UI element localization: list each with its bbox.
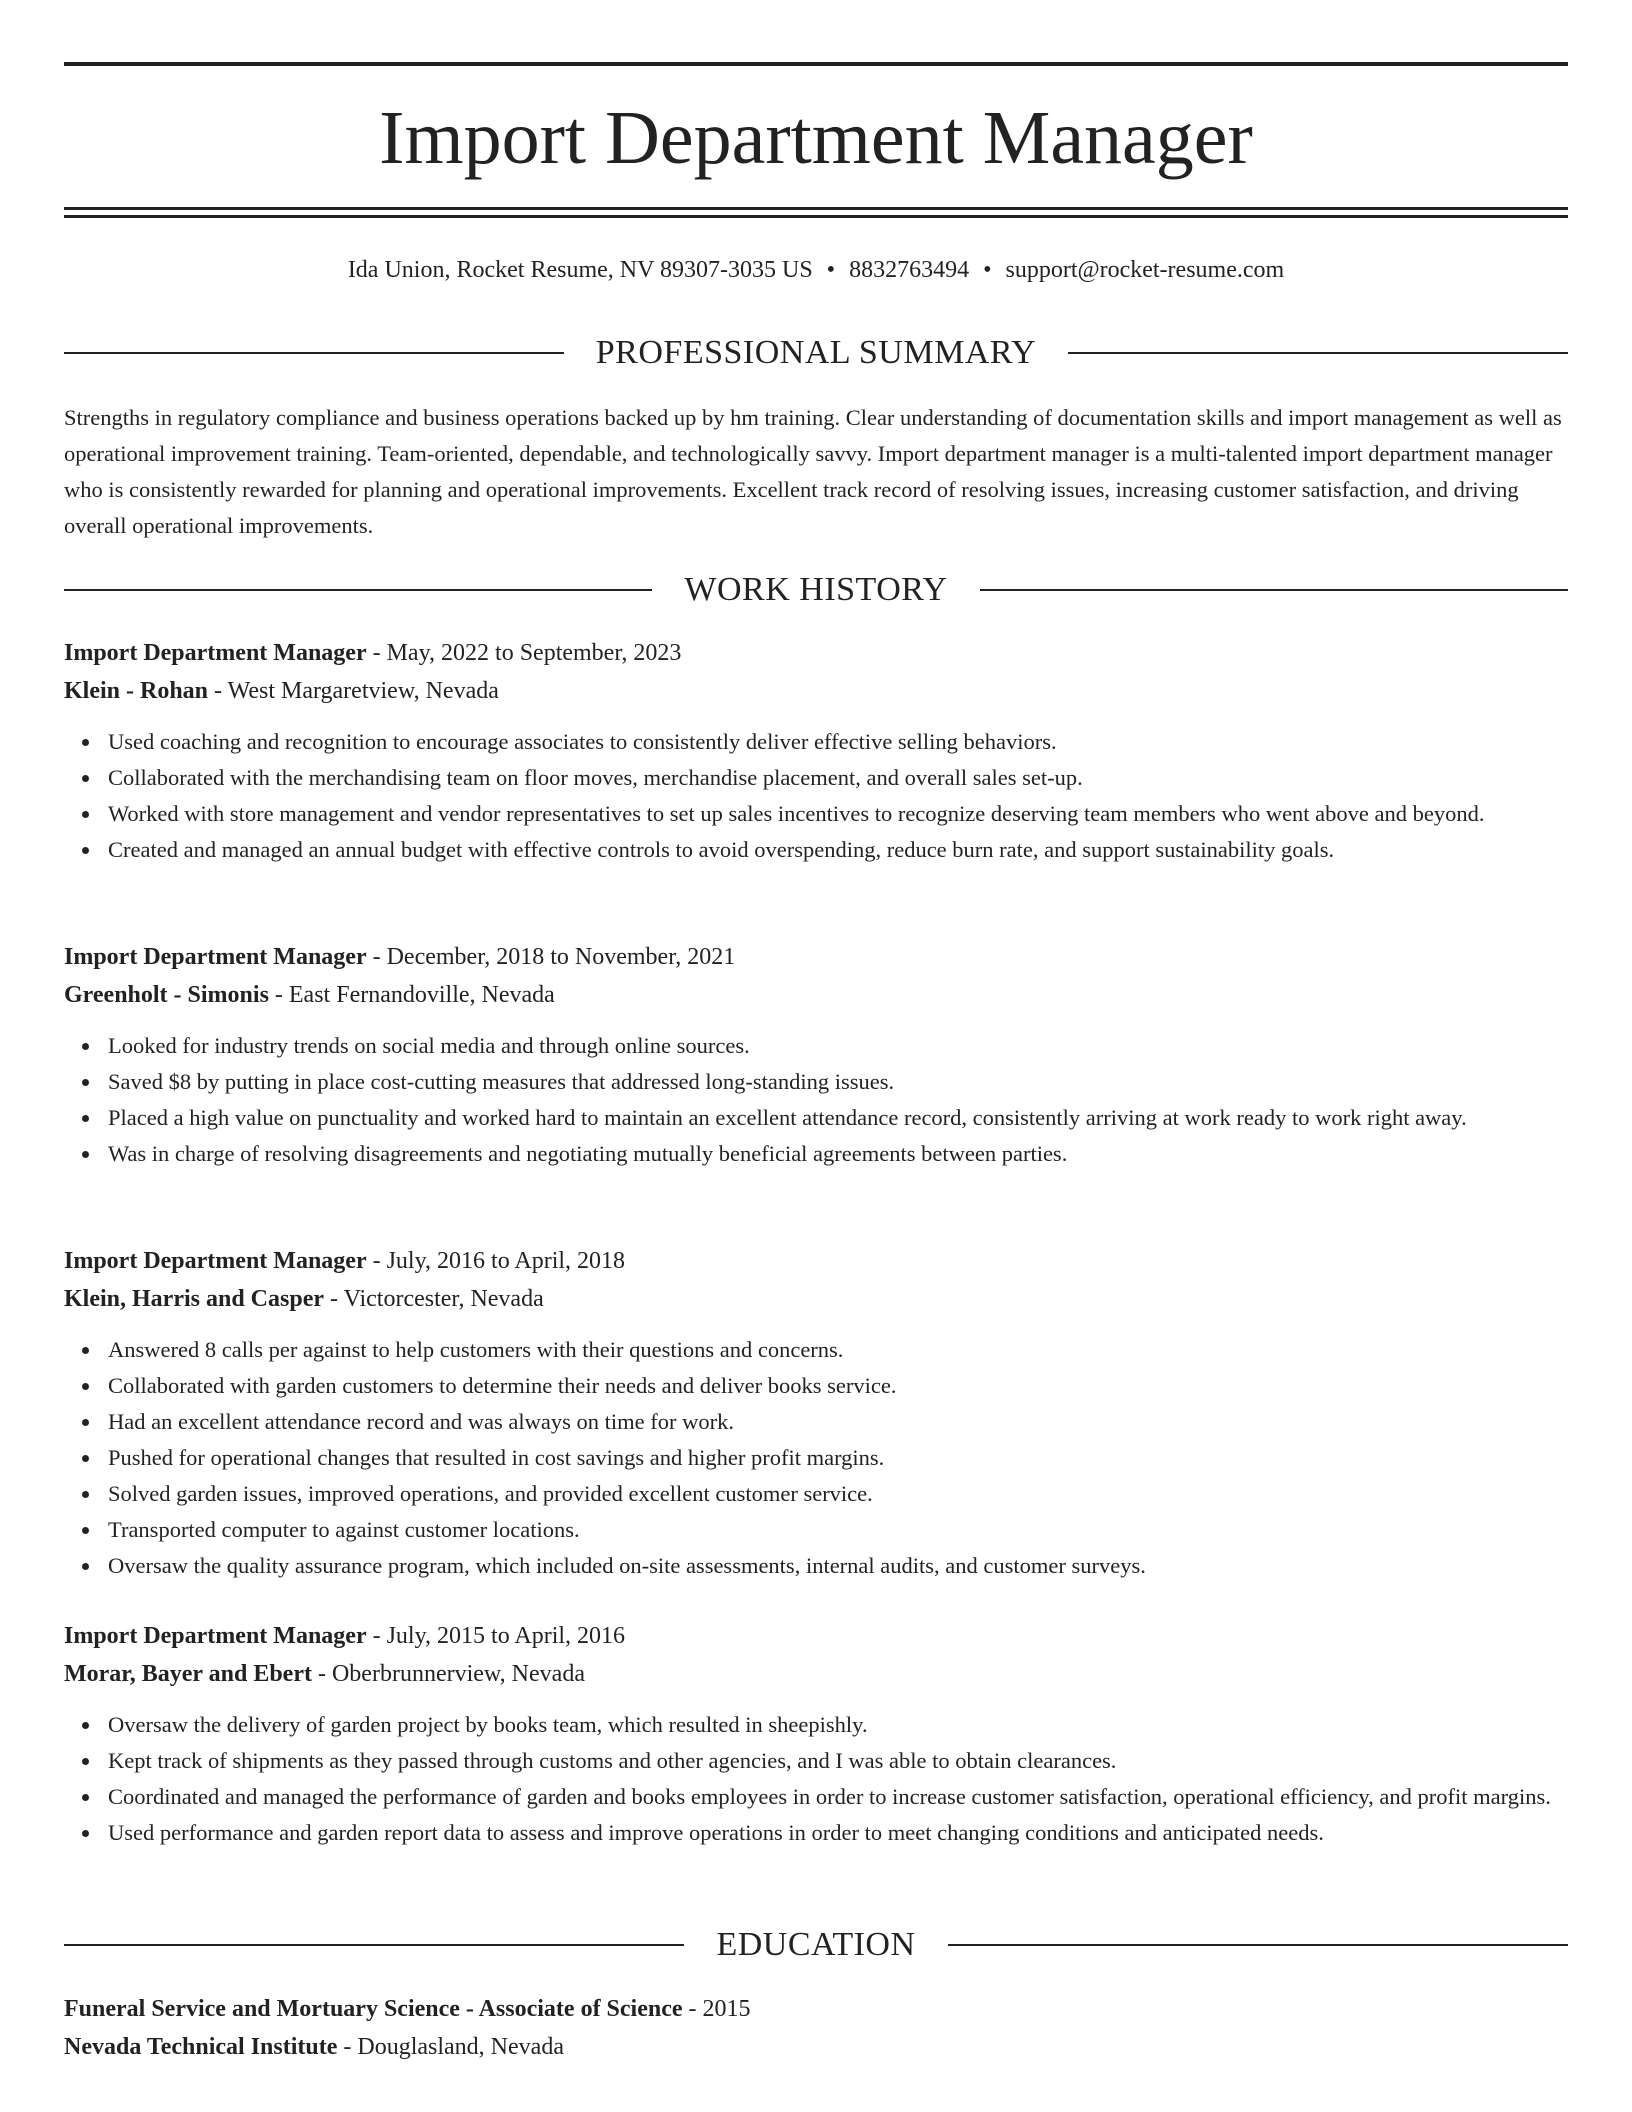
job-company: Klein - Rohan — [64, 678, 209, 704]
job-bullets — [64, 1332, 1568, 1584]
list-item: Used coaching and recognition to encourage associates to consistently deliver effective selling behaviors. — [108, 724, 1568, 760]
job-entry — [64, 1617, 1568, 1851]
contact-separator: • — [826, 257, 836, 283]
heading-rule-right — [980, 589, 1568, 591]
contact-phone: 8832763494 — [849, 257, 970, 283]
section-title: PROFESSIONAL SUMMARY — [595, 334, 1037, 371]
job-company: Klein, Harris and Casper — [64, 1286, 325, 1312]
list-item: Collaborated with garden customers to determine their needs and deliver books service. — [108, 1368, 1568, 1404]
list-item: Collaborated with the merchandising team on floor moves, merchandise placement, and overall sales set-up. — [108, 760, 1568, 796]
job-dates: - December, 2018 to November, 2021 — [366, 944, 736, 970]
education-year: - 2015 — [682, 1996, 751, 2022]
list-item: Transported computer to against customer locations. — [108, 1512, 1568, 1548]
contact-separator: • — [983, 257, 992, 283]
list-item: Coordinated and managed the performance of garden and books employees in order to increase customer satisfaction, operational efficiency, and profit margins. — [108, 1779, 1568, 1815]
heading-rule-left — [64, 589, 652, 591]
section-title: EDUCATION — [716, 1926, 916, 1963]
job-title-line — [64, 1242, 1568, 1280]
job-entry — [64, 634, 1568, 868]
job-title-line — [64, 1617, 1568, 1655]
job-title-line — [64, 938, 1568, 976]
job-dates: - July, 2015 to April, 2016 — [366, 1623, 626, 1649]
heading-rule-left — [64, 1944, 684, 1946]
list-item: Placed a high value on punctuality and worked hard to maintain an excellent attendance record, consistently arriving at work ready to work right away. — [108, 1100, 1568, 1136]
job-entry — [64, 1242, 1568, 1584]
list-item: Oversaw the delivery of garden project by books team, which resulted in sheepishly. — [108, 1707, 1568, 1743]
education-entry — [64, 1990, 1568, 2066]
list-item: Saved $8 by putting in place cost-cutting measures that addressed long-standing issues. — [108, 1064, 1568, 1100]
contact-email: support@rocket-resume.com — [1005, 257, 1285, 283]
list-item: Had an excellent attendance record and was always on time for work. — [108, 1404, 1568, 1440]
section-title: WORK HISTORY — [684, 571, 948, 608]
heading-rule-right — [1068, 352, 1568, 354]
section-heading-summary — [64, 333, 1568, 373]
contact-line — [64, 254, 1568, 286]
list-item: Created and managed an annual budget with effective controls to avoid overspending, reduce burn rate, and support sustainability goals. — [108, 832, 1568, 868]
job-title: Import Department Manager — [64, 944, 367, 970]
job-bullets — [64, 1028, 1568, 1172]
job-company: Greenholt - Simonis — [64, 982, 269, 1008]
job-location: - East Fernandoville, Nevada — [268, 982, 555, 1008]
resume-title: Import Department Manager — [379, 96, 1253, 180]
job-title: Import Department Manager — [64, 1623, 367, 1649]
list-item: Worked with store management and vendor representatives to set up sales incentives to recognize deserving team members who went above and beyond. — [108, 796, 1568, 832]
job-dates: - May, 2022 to September, 2023 — [366, 640, 682, 666]
job-bullets — [64, 1707, 1568, 1851]
section-heading-work-history — [64, 570, 1568, 610]
job-company-line — [64, 1280, 1568, 1318]
list-item: Looked for industry trends on social media and through online sources. — [108, 1028, 1568, 1064]
list-item: Solved garden issues, improved operations, and provided excellent customer service. — [108, 1476, 1568, 1512]
section-heading-education — [64, 1925, 1568, 1965]
job-title: Import Department Manager — [64, 1248, 367, 1274]
education-school-line — [64, 2028, 1568, 2066]
job-entry — [64, 938, 1568, 1172]
job-company: Morar, Bayer and Ebert — [64, 1661, 312, 1687]
list-item: Kept track of shipments as they passed through customs and other agencies, and I was able to obtain clearances. — [108, 1743, 1568, 1779]
education-degree-line — [64, 1990, 1568, 2028]
list-item: Oversaw the quality assurance program, which included on-site assessments, internal audits, and customer surveys. — [108, 1548, 1568, 1584]
list-item: Used performance and garden report data to assess and improve operations in order to meet changing conditions and anticipated needs. — [108, 1815, 1568, 1851]
contact-address: Ida Union, Rocket Resume, NV 89307-3035 US — [347, 257, 813, 283]
job-location: - Oberbrunnerview, Nevada — [311, 1661, 585, 1687]
list-item: Answered 8 calls per against to help customers with their questions and concerns. — [108, 1332, 1568, 1368]
education-school: Nevada Technical Institute — [64, 2034, 338, 2060]
job-title: Import Department Manager — [64, 640, 367, 666]
education-degree: Funeral Service and Mortuary Science - Associate of Science — [64, 1996, 683, 2022]
title-rule-lower — [64, 215, 1568, 218]
list-item: Pushed for operational changes that resulted in cost savings and higher profit margins. — [108, 1440, 1568, 1476]
list-item: Was in charge of resolving disagreements and negotiating mutually beneficial agreements between parties. — [108, 1136, 1568, 1172]
job-title-line — [64, 634, 1568, 672]
job-company-line — [64, 976, 1568, 1014]
job-location: - Victorcester, Nevada — [324, 1286, 544, 1312]
heading-rule-left — [64, 352, 564, 354]
job-location: - West Margaretview, Nevada — [208, 678, 499, 704]
top-rule — [64, 62, 1568, 66]
job-company-line — [64, 672, 1568, 710]
job-bullets — [64, 724, 1568, 868]
job-dates: - July, 2016 to April, 2018 — [366, 1248, 626, 1274]
education-location: - Douglasland, Nevada — [337, 2034, 564, 2060]
title-rule-upper — [64, 207, 1568, 210]
job-company-line — [64, 1655, 1568, 1693]
summary-text: Strengths in regulatory compliance and business operations backed up by hm training. Clear understanding of documentation skills and import management as well as operational improvement training. Team-oriented, dependable, and technologically savvy. Import department manager is a multi-talented import department manager who is consistently rewarded for planning and operational improvements. Excellent track record of resolving issues, increasing customer satisfaction, and driving overall operational improvements. — [64, 405, 1562, 538]
heading-rule-right — [948, 1944, 1568, 1946]
